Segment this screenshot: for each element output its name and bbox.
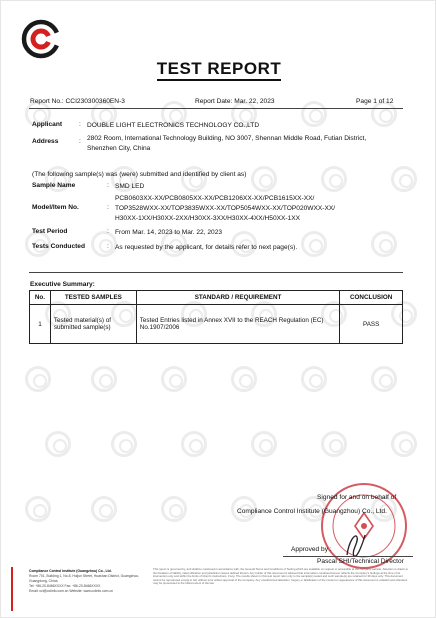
test-period-label: Test Period (32, 228, 68, 235)
signed-for-text: Signed for and on behalf of (317, 494, 397, 501)
tests-conducted-label: Tests Conducted (32, 243, 85, 250)
report-title: TEST REPORT (1, 59, 436, 79)
row-tested-samples: Tested material(s) of submitted sample(s) (50, 305, 136, 344)
watermark-icon (25, 496, 51, 522)
model-line-1: PCB0603XX-XX/PCB0805XX-XX/PCB1206XX-XX/PCB1615XX-XX/ (115, 195, 315, 202)
watermark-icon (301, 101, 327, 127)
watermark-icon (45, 431, 71, 457)
watermark-icon (371, 231, 397, 257)
colon: : (107, 204, 109, 211)
watermark-icon (391, 431, 417, 457)
footer-disclaimer: This report is governed by, and shall be construed in accordance with, the General Terms and Conditions of Testing which are available on request or accessible at the company website. Attention is drawn to the limitation of liability, indemnification and jurisdiction issues defined therein. Any holder of this document is advised that information contained hereon reflects the Company's findings at the time of its intervention only and within the limits of Client's instructions, if any. The results shown in this test report refer only to the sample(s) tested and such sample(s) are retained for 30 days only. This document cannot be reproduced except in full, without prior written approval of the Company. Any unauthorized alteration, forgery or falsification of the content or appearance of this document is unlawful and offenders may be prosecuted to the fullest extent of the law. (153, 567, 408, 586)
watermark-icon (321, 431, 347, 457)
model-line-2: TOP3528WXX-XX/TOP3835WXX-XX/TOP5054WXX-XX/TOP020WXX-XX/ (115, 205, 336, 212)
column-header-no: No. (30, 291, 51, 305)
report-number: Report No.: CCI230300360EN-3 (30, 98, 125, 105)
samples-note: (The following sample(s) was (were) submitted and identified by client as) (32, 171, 247, 178)
sample-name-value: SMD LED (115, 183, 145, 190)
footer-phone: Tel: +86-20-8466XXXX Fax: +86-20-8466XXXX (29, 584, 101, 588)
report-date: Report Date: Mar. 22, 2023 (195, 98, 275, 105)
executive-summary-table (29, 290, 403, 344)
footer-address-1: Room 701, Building 1, No.8, Huijun Street, Huashan District, Guangzhou, (29, 574, 140, 578)
signature-line (283, 556, 413, 557)
colon: : (107, 243, 109, 250)
page-number: Page 1 of 12 (356, 98, 394, 105)
model-label: Model/Item No. (32, 204, 79, 211)
watermark-icon (111, 431, 137, 457)
applicant-label: Applicant (32, 121, 63, 128)
address-line-1: 2802 Room, International Technology Building, NO 3007, Shennan Middle Road, Futian District, (87, 135, 367, 142)
watermark-icon (301, 366, 327, 392)
divider (29, 108, 403, 109)
tests-conducted-value: As requested by the applicant, for details refer to next page(s). (115, 244, 298, 251)
footer-company-info (29, 569, 141, 594)
column-header-tested-samples: TESTED SAMPLES (50, 291, 136, 305)
row-number: 1 (30, 305, 51, 344)
sample-name-label: Sample Name (32, 182, 76, 189)
watermark-icon (161, 496, 187, 522)
divider (29, 272, 403, 273)
table-header-row (30, 291, 403, 305)
watermark-icon (91, 231, 117, 257)
approver-name-title: Pascal SHI/Technical Director (317, 558, 404, 565)
table-row (30, 305, 403, 344)
applicant-value: DOUBLE LIGHT ELECTRONICS TECHNOLOGY CO.,LTD (87, 122, 260, 129)
approved-by-label: Approved by : (291, 546, 332, 553)
watermark-icon (301, 231, 327, 257)
test-period-value: From Mar. 14, 2023 to Mar. 22, 2023 (115, 229, 223, 236)
watermark-icon (181, 431, 207, 457)
colon: : (79, 138, 81, 145)
watermark-icon (251, 166, 277, 192)
colon: : (107, 228, 109, 235)
watermark-icon (391, 166, 417, 192)
watermark-icon (91, 496, 117, 522)
watermark-icon (161, 366, 187, 392)
footer-email: Email: cci@cciinfo.com.cn Website: www.cciinfo.com.cn (29, 589, 114, 593)
watermark-icon (321, 166, 347, 192)
watermark-icon (25, 366, 51, 392)
model-line-3: H30XX-1XX/H30XX-2XX/H30XX-3XX/H30XX-4XX/H50XX-1XX (115, 215, 301, 222)
colon: : (107, 182, 109, 189)
colon: : (79, 121, 81, 128)
watermark-icon (251, 431, 277, 457)
address-line-2: Shenzhen City, China (87, 145, 151, 152)
executive-summary-heading: Executive Summary: (30, 281, 95, 288)
row-standard: Tested Entries listed in Annex XVII to the REACH Regulation (EC) No.1907/2006 (136, 305, 340, 344)
footer-address-2: Guangdong, China (29, 579, 58, 583)
watermark-icon (231, 366, 257, 392)
signing-company: Compliance Control Institute (Guangzhou) Co., Ltd. (237, 508, 387, 515)
address-label: Address (32, 138, 59, 145)
column-header-conclusion: CONCLUSION (340, 291, 403, 305)
watermark-icon (371, 366, 397, 392)
footer-company: Compliance Control Institute (Guangzhou) Co., Ltd. (29, 569, 112, 573)
cci-logo-icon (21, 19, 61, 59)
row-conclusion: PASS (340, 305, 403, 344)
column-header-standard: STANDARD / REQUIREMENT (136, 291, 340, 305)
watermark-icon (91, 366, 117, 392)
footer-accent-bar (11, 567, 13, 611)
